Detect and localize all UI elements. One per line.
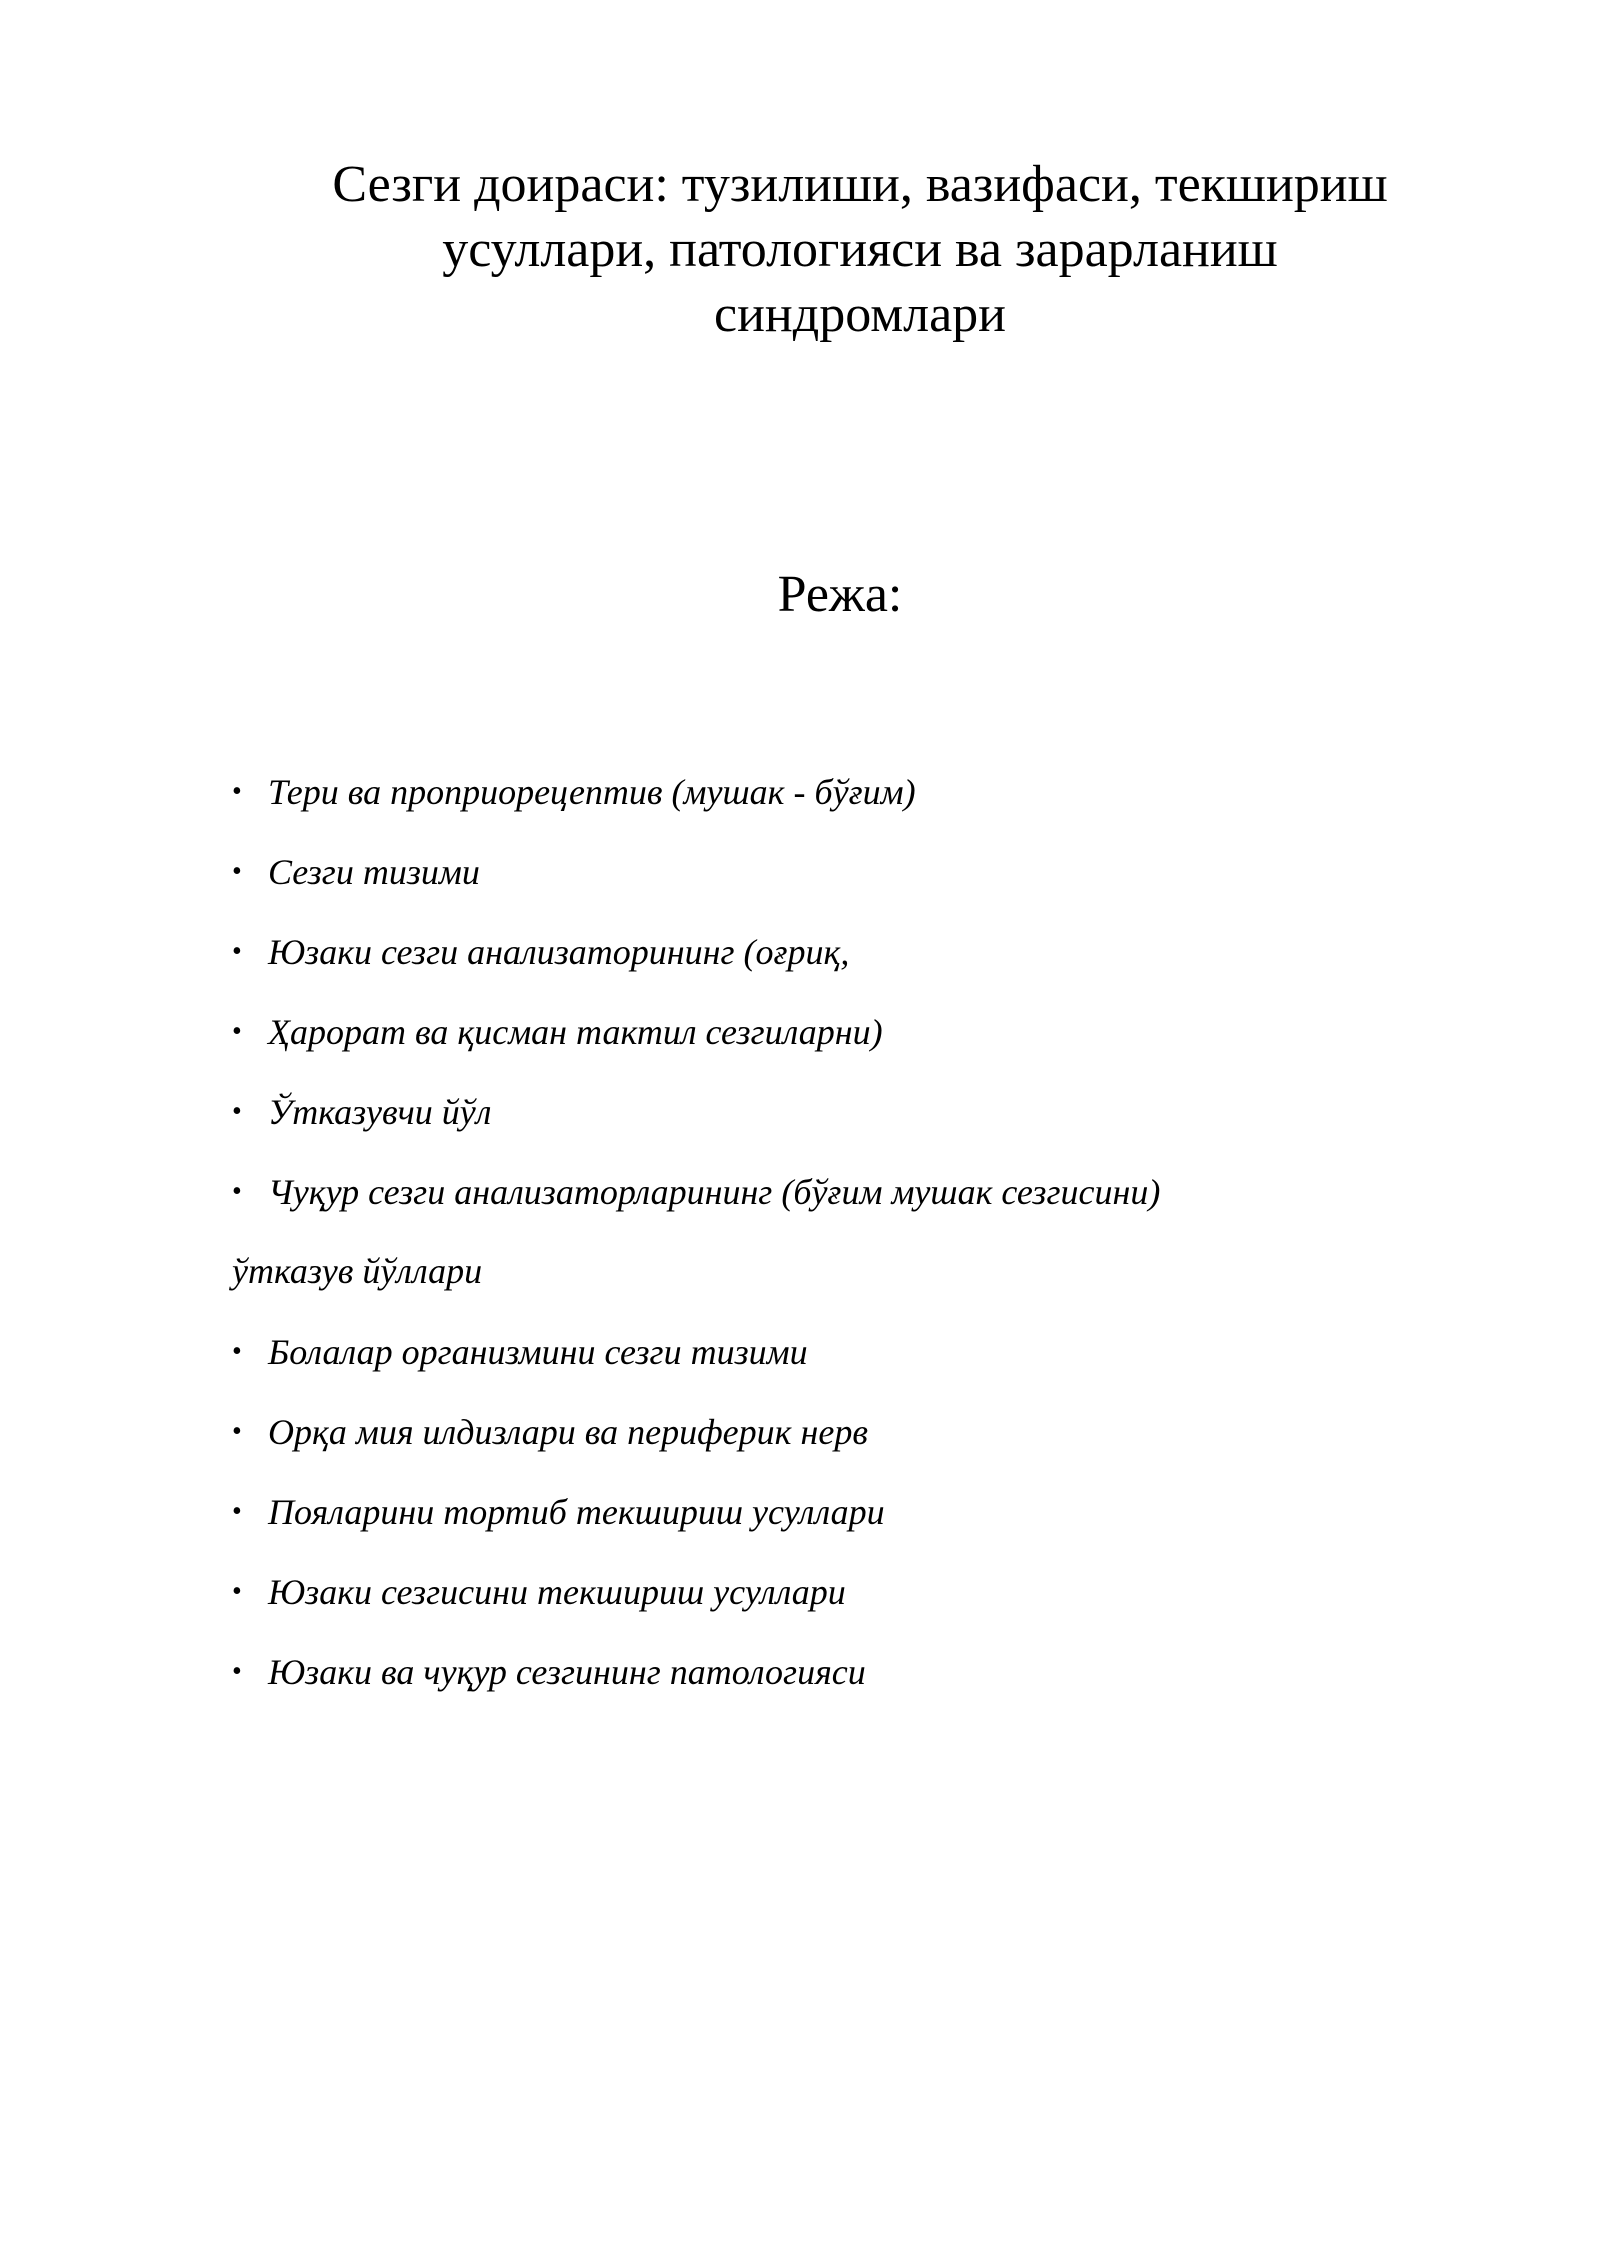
plan-heading: Режа: [777, 566, 903, 623]
bullet-icon: • [232, 1416, 242, 1447]
title-line: усуллари, патологияси ва зарарланиш [442, 221, 1278, 278]
plan-item [232, 1648, 1432, 1728]
bullet-icon: • [232, 1336, 242, 1367]
plan-item-text: Ҳарорат ва қисман тактил сезгиларни) [268, 1012, 883, 1052]
title-line: Сезги доираси: тузилиши, вазифаси, текшириш [332, 156, 1388, 213]
plan-item [232, 848, 1432, 928]
plan-item-text: Юзаки сезги анализаторининг (оғриқ, [268, 932, 850, 972]
plan-item [232, 1008, 1432, 1088]
plan-item-text: Чуқур сезги анализаторларининг (бўғим мушак сезгисини) [268, 1172, 1161, 1212]
bullet-icon: • [232, 1496, 242, 1527]
plan-item-continuation: ўтказув йўллари [232, 1251, 483, 1291]
plan-item [232, 1568, 1432, 1648]
plan-item [232, 1408, 1432, 1488]
document-title [220, 152, 1500, 347]
plan-item-text: Юзаки ва чуқур сезгининг патологияси [268, 1652, 866, 1692]
plan-item-text: Болалар организмини сезги тизими [268, 1332, 808, 1372]
plan-item [232, 928, 1432, 1008]
plan-item [232, 1088, 1432, 1168]
bullet-icon: • [232, 1576, 242, 1607]
bullet-icon: • [232, 936, 242, 967]
plan-item [232, 768, 1432, 848]
plan-item-text: Тери ва проприорецептив (мушак - бўғим) [268, 772, 916, 812]
bullet-icon: • [232, 1176, 242, 1207]
plan-item-text: Сезги тизими [268, 852, 480, 892]
bullet-icon: • [232, 1656, 242, 1687]
plan-item-text: Орқа мия илдизлари ва периферик нерв [268, 1412, 868, 1452]
plan-item [232, 1328, 1432, 1408]
bullet-icon: • [232, 856, 242, 887]
plan-item-text: Пояларини тортиб текшириш усуллари [268, 1492, 885, 1532]
bullet-icon: • [232, 776, 242, 807]
bullet-icon: • [232, 1016, 242, 1047]
plan-item [232, 1168, 1432, 1328]
plan-item [232, 1488, 1432, 1568]
plan-item-text: Ўтказувчи йўл [268, 1092, 492, 1132]
bullet-icon: • [232, 1096, 242, 1127]
plan-item-text: Юзаки сезгисини текшириш усуллари [268, 1572, 846, 1612]
plan-list [232, 768, 1432, 1728]
title-line: синдромлари [714, 286, 1006, 343]
